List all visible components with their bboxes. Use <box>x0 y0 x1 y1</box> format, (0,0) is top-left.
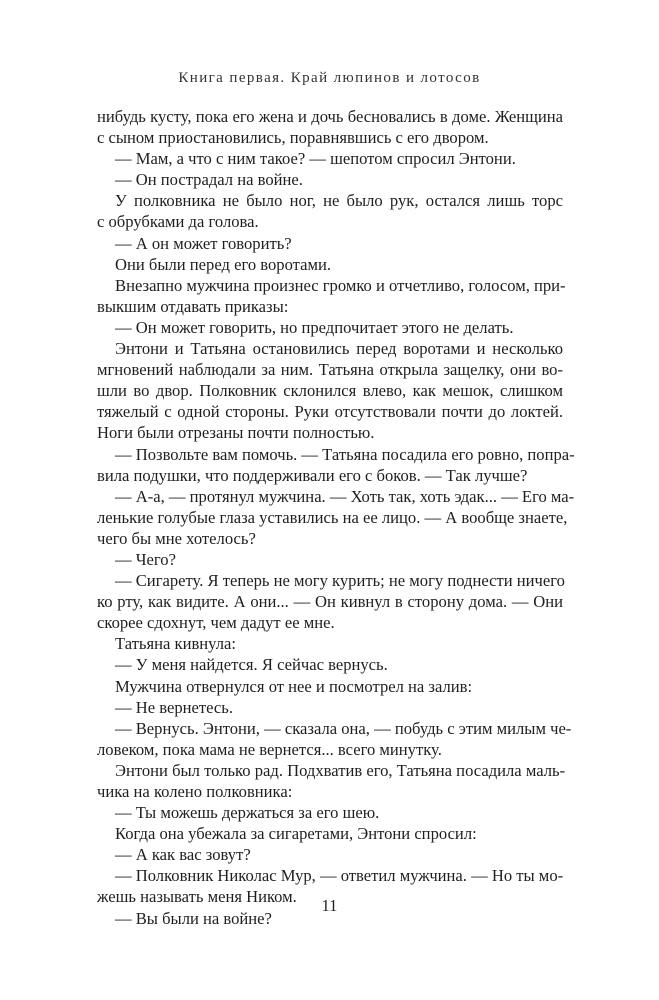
text-line: — Позвольте вам помочь. — Татьяна посадила его ровно, попра- <box>115 444 575 464</box>
text-line: ко рту, как видите. А они... — Он кивнул в сторону дома. — Они <box>97 592 563 612</box>
body-text <box>97 106 575 929</box>
text-line: Они были перед его воротами. <box>115 254 332 274</box>
text-line: — А-а, — протянул мужчина. — Хоть так, хоть эдак... — Его ма- <box>115 486 575 506</box>
text-line: — Мам, а что с ним такое? — шепотом спросил Энтони. <box>115 149 516 169</box>
text-line: жешь называть меня Ником. <box>97 887 297 907</box>
text-line: — Он пострадал на войне. <box>115 170 303 190</box>
text-line: скорее сдохнут, чем дадут ее мне. <box>97 613 335 633</box>
text-line: Когда она убежала за сигаретами, Энтони спросил: <box>115 824 477 844</box>
text-line: Татьяна кивнула: <box>115 634 236 654</box>
text-line: Ноги были отрезаны почти полностью. <box>97 423 375 443</box>
text-line: Мужчина отвернулся от нее и посмотрел на залив: <box>115 676 473 696</box>
text-line: с сыном приостановились, поравнявшись с его двором. <box>97 128 489 148</box>
running-head: Книга первая. Край люпинов и лотосов <box>178 70 481 86</box>
text-line: — А он может говорить? <box>115 233 292 253</box>
text-line: — А как вас зовут? <box>115 845 251 865</box>
text-line: ленькие голубые глаза уставились на ее лицо. — А вообще знаете, <box>97 507 568 527</box>
text-line: — У меня найдется. Я сейчас вернусь. <box>115 655 388 675</box>
text-line: У полковника не было ног, не было рук, остался лишь торс <box>115 191 563 211</box>
text-line: нибудь кусту, пока его жена и дочь бесновались в доме. Женщина <box>97 107 563 126</box>
text-line: шли во двор. Полковник склонился влево, как мешок, слишком <box>97 381 563 401</box>
text-line: — Вернусь. Энтони, — сказала она, — побудь с этим милым че- <box>115 718 572 738</box>
text-line: с обрубками да голова. <box>97 212 259 232</box>
text-line: — Чего? <box>115 549 176 569</box>
text-line: — Вы были на войне? <box>115 908 272 928</box>
text-line: Энтони и Татьяна остановились перед воротами и несколько <box>115 339 563 359</box>
text-line: ловеком, пока мама не вернется... всего минутку. <box>97 739 442 759</box>
text-line: чего бы мне хотелось? <box>97 528 256 548</box>
page-number: 11 <box>321 896 338 915</box>
text-line: — Ты можешь держаться за его шею. <box>115 803 380 823</box>
text-line: тяжелый с одной стороны. Руки отсутствовали почти до локтей. <box>97 402 563 422</box>
text-line: — Не вернетесь. <box>115 697 233 717</box>
text-line: — Полковник Николас Мур, — ответил мужчина. — Но ты мо- <box>115 866 564 886</box>
text-line: Внезапно мужчина произнес громко и отчетливо, голосом, при- <box>115 275 566 295</box>
text-line: вила подушки, что поддерживали его с боков. — Так лучше? <box>97 465 528 485</box>
text-line: — Сигарету. Я теперь не могу курить; не могу поднести ничего <box>115 571 565 591</box>
text-line: выкшим отдавать приказы: <box>97 296 289 316</box>
text-line: — Он может говорить, но предпочитает этого не делать. <box>115 317 514 337</box>
text-line: мгновений наблюдали за ним. Татьяна открыла защелку, они во- <box>97 360 563 380</box>
text-line: Энтони был только рад. Подхватив его, Татьяна посадила маль- <box>115 760 566 780</box>
text-line: чика на колено полковника: <box>97 782 293 801</box>
